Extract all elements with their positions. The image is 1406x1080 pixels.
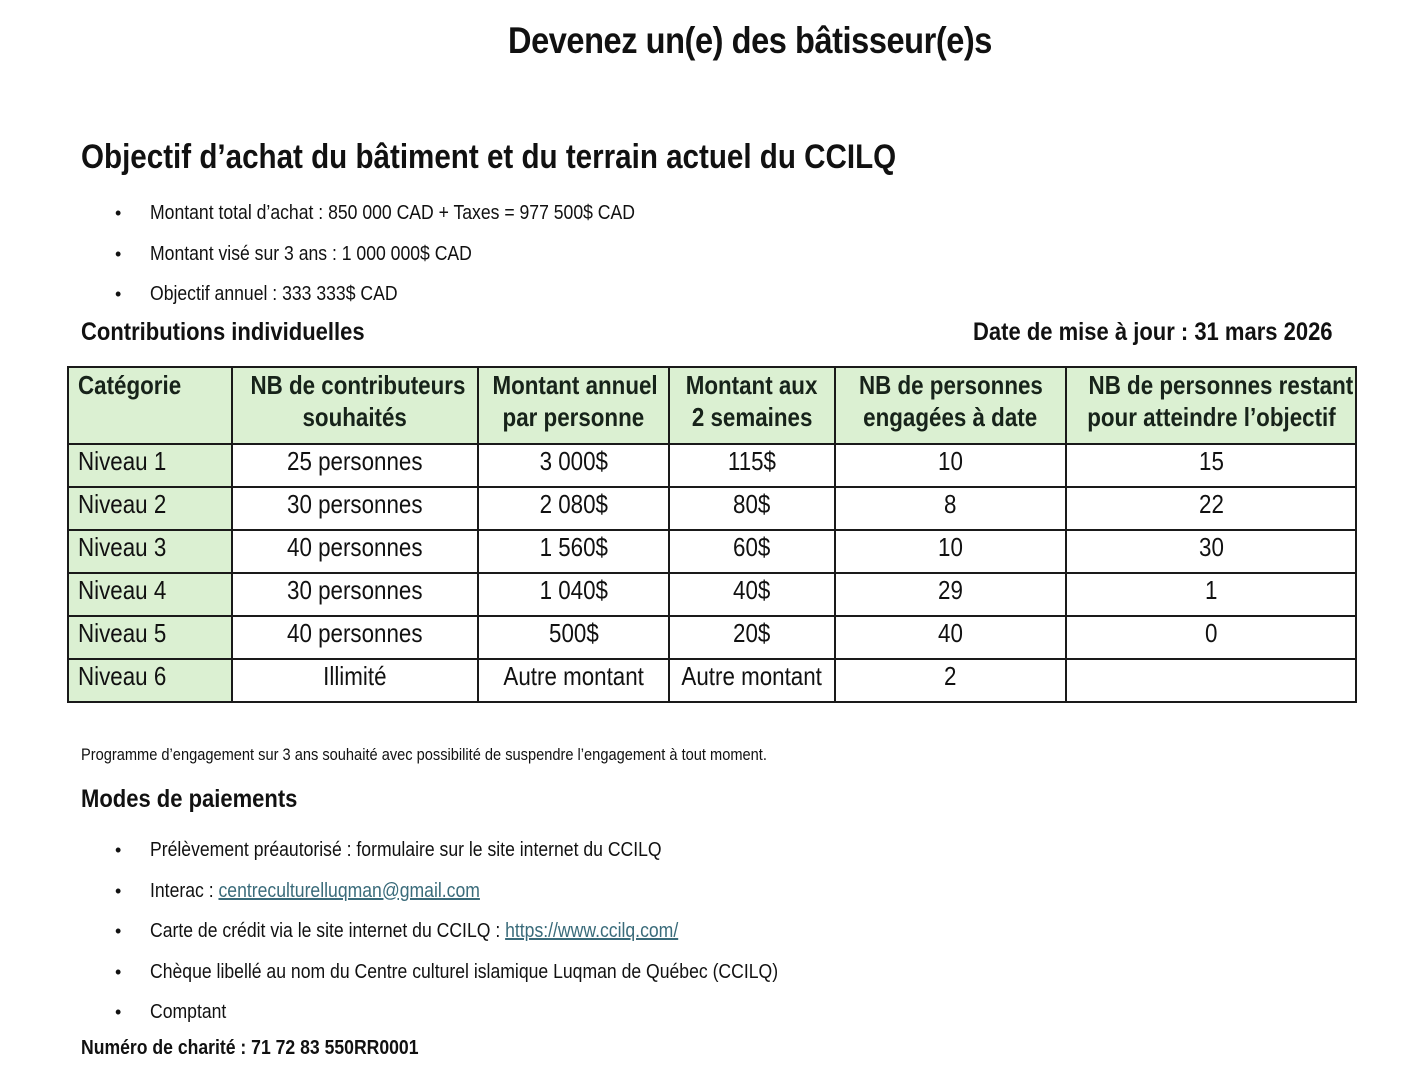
contributions-heading: Contributions individuelles <box>81 318 365 346</box>
bullet-icon: • <box>115 921 122 941</box>
payment-modes-heading: Modes de paiements <box>81 785 298 813</box>
objective-total: Montant total d’achat : 850 000 CAD + Taxes = 977 500$ CAD <box>150 202 635 224</box>
table-header-row <box>68 367 1356 444</box>
header-annual-amount: Montant annuel par personne <box>478 367 669 444</box>
contributions-table <box>67 366 1357 703</box>
interac-email-link[interactable]: centreculturelluqman@gmail.com <box>218 879 480 902</box>
charity-number: Numéro de charité : 71 72 83 550RR0001 <box>81 1037 419 1059</box>
bullet-icon: • <box>115 1002 122 1022</box>
engagement-note: Programme d’engagement sur 3 ans souhaité avec possibilité de suspendre l’engagement à tout moment. <box>81 745 767 764</box>
objective-heading: Objectif d’achat du bâtiment et du terrain actuel du CCILQ <box>81 138 897 176</box>
table-row: Niveau 1 25 personnes 3 000$ 115$ 10 15 <box>68 444 1356 487</box>
table-row: Niveau 4 30 personnes 1 040$ 40$ 29 1 <box>68 573 1356 616</box>
objective-3-years: Montant visé sur 3 ans : 1 000 000$ CAD <box>150 242 472 265</box>
header-biweekly-amount: Montant aux 2 semaines <box>669 367 835 444</box>
objective-annual: Objectif annuel : 333 333$ CAD <box>150 283 398 305</box>
header-contributors: NB de contributeurs souhaités <box>232 367 478 444</box>
bullet-icon: • <box>115 840 122 860</box>
table-row: Niveau 5 40 personnes 500$ 20$ 40 0 <box>68 616 1356 659</box>
bullet-icon: • <box>115 961 122 982</box>
bullet-icon: • <box>115 880 122 901</box>
table-row: Niveau 6 Illimité Autre montant Autre montant 2 <box>68 659 1356 702</box>
header-remaining: NB de personnes restant pour atteindre l’objectif <box>1066 367 1356 444</box>
header-category: Catégorie <box>68 367 232 444</box>
table-row: Niveau 2 30 personnes 2 080$ 80$ 8 22 <box>68 487 1356 530</box>
bullet-icon: • <box>115 284 122 304</box>
page-title: Devenez un(e) des bâtisseur(e)s <box>508 20 992 61</box>
bullet-icon: • <box>115 243 122 264</box>
header-engaged: NB de personnes engagées à date <box>835 367 1066 444</box>
bullet-icon: • <box>115 203 122 223</box>
website-link[interactable]: https://www.ccilq.com/ <box>505 920 679 942</box>
update-date: Date de mise à jour : 31 mars 2026 <box>973 318 1333 346</box>
table-row: Niveau 3 40 personnes 1 560$ 60$ 10 30 <box>68 530 1356 573</box>
